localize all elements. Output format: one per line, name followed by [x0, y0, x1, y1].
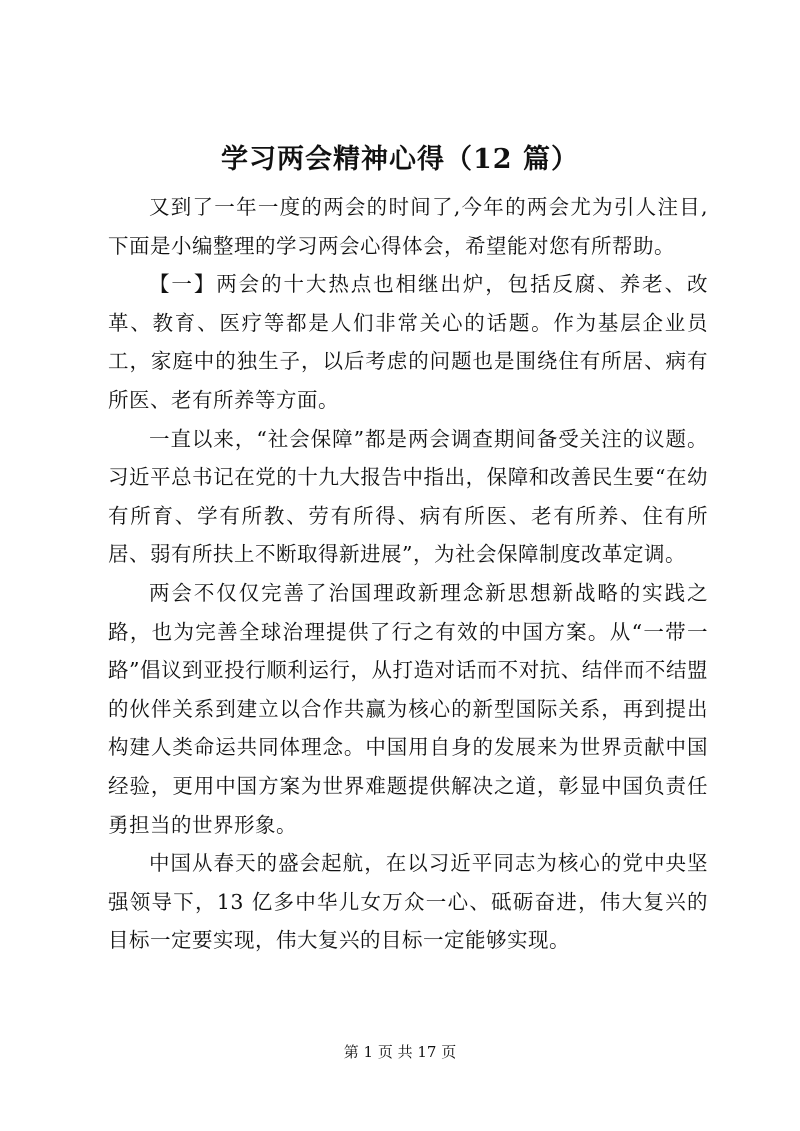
page-footer: 第 1 页 共 17 页 — [343, 1043, 457, 1061]
document-title: 学习两会精神心得（12 篇） — [221, 144, 579, 175]
paragraph-global-governance: 两会不仅仅完善了治国理政新理念新思想新战略的实践之路，也为完善全球治理提供了行之有效的中国方案。从“一带一路”倡议到亚投行顺利运行，从打造对话而不对抗、结伴而不结盟的伙伴关系到建立以合作共赢为核心的新型国际关系，再到提出构建人类命运共同体理念。中国用自身的发展来为世界贡献中国经验，更用中国方案为世界难题提供解决之道，彰显中国负责任勇担当的世界形象。 — [108, 580, 708, 837]
paragraph-social-security: 一直以来，“社会保障”都是两会调查期间备受关注的议题。习近平总书记在党的十九大报告中指出，保障和改善民生要“在幼有所育、学有所教、劳有所得、病有所医、老有所养、住有所居、弱有所扶上不断取得新进展”，为社会保障制度改革定调。 — [108, 426, 708, 567]
paragraph-section-one: 【一】两会的十大热点也相继出炉，包括反腐、养老、改革、教育、医疗等都是人们非常关心的话题。作为基层企业员工，家庭中的独生子，以后考虑的问题也是围绕住有所居、病有所医、老有所养等方面。 — [108, 272, 708, 412]
paragraph-conclusion: 中国从春天的盛会起航，在以习近平同志为核心的党中央坚强领导下，13 亿多中华儿女万众一心、砥砺奋进，伟大复兴的目标一定要实现，伟大复兴的目标一定能够实现。 — [108, 851, 708, 953]
paragraph-intro: 又到了一年一度的两会的时间了,今年的两会尤为引人注目,下面是小编整理的学习两会心得体会，希望能对您有所帮助。 — [108, 195, 708, 258]
document-body — [108, 188, 708, 960]
